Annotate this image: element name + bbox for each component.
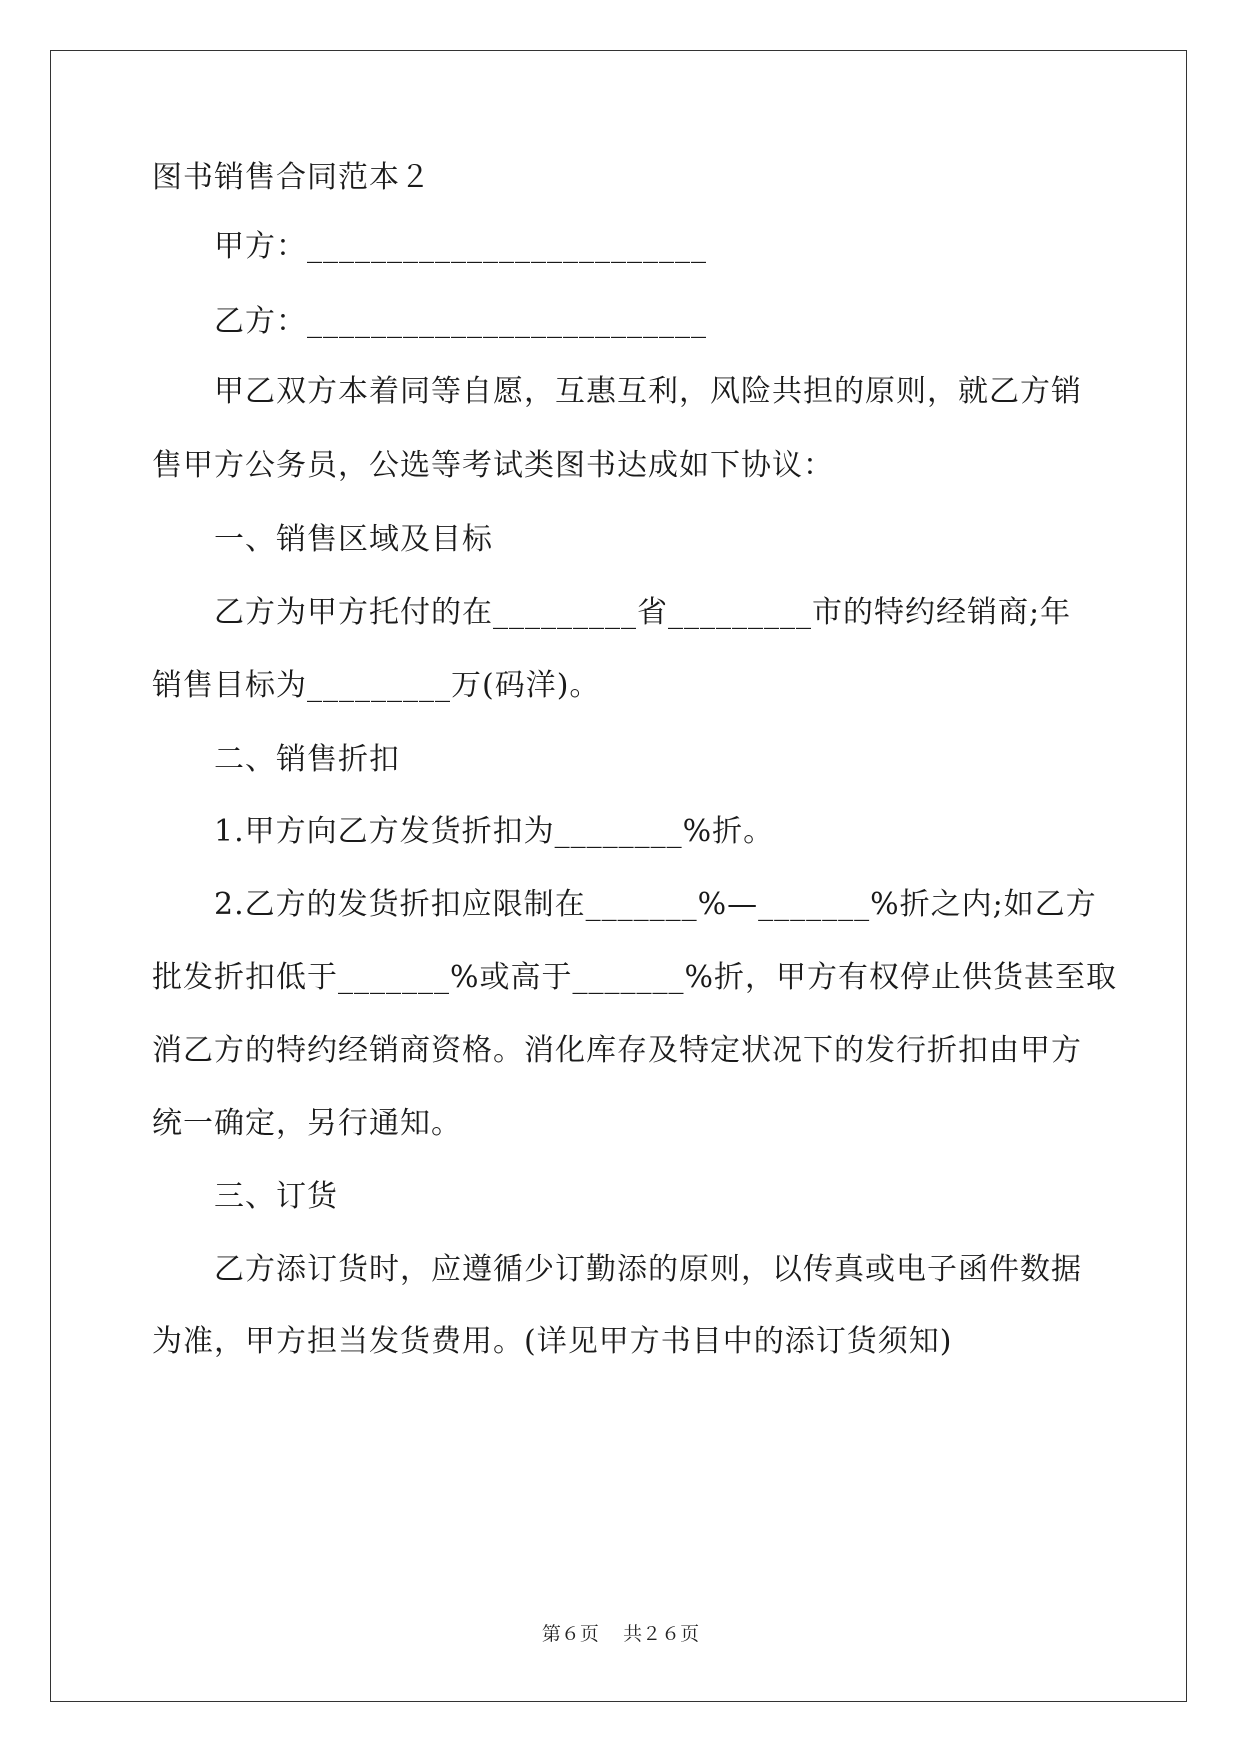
paragraph-line: 1.甲方向乙方发货折扣为________%折。 xyxy=(214,814,775,849)
paragraph-line: 批发折扣低于_______%或高于_______%折，甲方有权停止供货甚至取 xyxy=(152,960,1118,995)
paragraph-line: 统一确定，另行通知。 xyxy=(152,1106,462,1141)
section-heading: 一、销售区域及目标 xyxy=(214,522,493,557)
page-border xyxy=(50,50,1187,1702)
paragraph-line: 甲乙双方本着同等自愿，互惠互利，风险共担的原则，就乙方销 xyxy=(214,374,1082,409)
paragraph-line: 销售目标为_________万(码洋)。 xyxy=(152,668,601,703)
section-heading: 二、销售折扣 xyxy=(214,742,400,777)
section-heading: 三、订货 xyxy=(214,1179,338,1214)
paragraph-line: 乙方添订货时，应遵循少订勤添的原则，以传真或电子函件数据 xyxy=(214,1252,1082,1287)
page-total: 共２６页 xyxy=(623,1623,700,1645)
page-number: 第６页 xyxy=(541,1623,599,1645)
paragraph-line: 售甲方公务员，公选等考试类图书达成如下协议： xyxy=(152,448,834,483)
party-b-line: 乙方：_________________________ xyxy=(214,304,707,339)
paragraph-line: 2.乙方的发货折扣应限制在_______%—_______%折之内;如乙方 xyxy=(214,887,1097,922)
paragraph-line: 为准，甲方担当发货费用。(详见甲方书目中的添订货须知) xyxy=(152,1324,953,1359)
party-a-line: 甲方：_________________________ xyxy=(214,229,707,264)
paragraph-line: 消乙方的特约经销商资格。消化库存及特定状况下的发行折扣由甲方 xyxy=(152,1033,1082,1068)
document-title: 图书销售合同范本２ xyxy=(152,160,431,195)
paragraph-line: 乙方为甲方托付的在_________省_________市的特约经销商;年 xyxy=(214,595,1072,630)
page-footer xyxy=(0,1622,1241,1646)
